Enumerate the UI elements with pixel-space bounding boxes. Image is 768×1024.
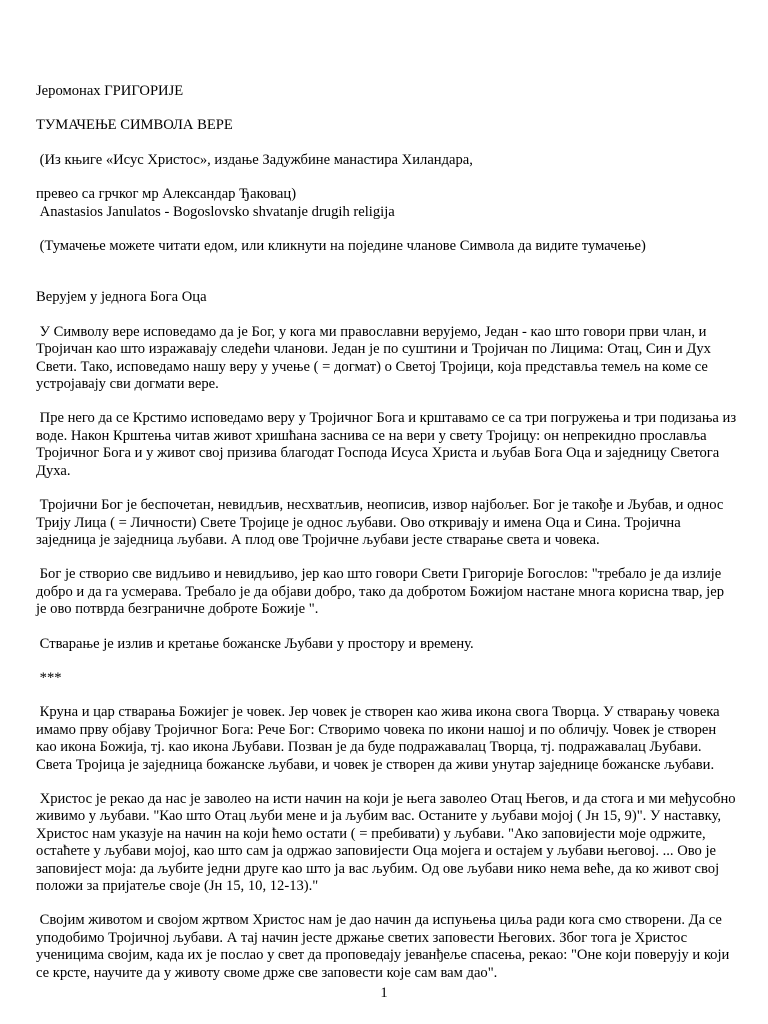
paragraph: Христос је рекао да нас је заволео на исти начин на који је њега заволео Отац Његов, и да стога и ми међусобно живимо у љубави. "Као што Отац љуби мене и ја љубим вас. Останите у љубави мојој ( Јн 15, 9)". У наставку, Христос нам указује на начин на који ћемо остати ( = пребивати) у љубави. "Ако заповијести моје одржите, остаћете у љубави мојој, као што сам ја одржао заповијести Оца мојега и остајем у љубави његовој. ... Ово је заповијест моја: да љубите једни друге као што ја вас љубим. Од ове љубави нико нема веће, да ко живот свој положи за пријатеље своје (Јн 15, 10, 12-13)." bbox=[36, 790, 740, 894]
author-line: Јеромонах ГРИГОРИЈЕ bbox=[36, 83, 184, 99]
document-title: ТУМАЧЕЊЕ СИМВОЛА ВЕРЕ bbox=[36, 117, 233, 134]
paragraph: Бог је створио све видљиво и невидљиво, јер као што говори Свети Григорије Богослов: "требало је да излије добро и да га усмерава. Требало је да објави добро, тако да добротом Божијом настане многа корисна твар, јер је ово потврда безграничне доброте Божије ". bbox=[36, 566, 728, 618]
source-line-2: превео са грчког мр Александар Ђаковац) bbox=[36, 186, 297, 203]
paragraph: Тројични Бог је беспочетан, невидљив, несхватљив, неописив, извор најбољег. Бог је такође и Љубав, и однос Тријy Лица ( = Личности) Свете Тројице је однос љубави. Ово откривају и имена Оца и Сина. Тројична заједница је заједница љубави. А плод ове Тројичне љубави јесте стварање света и човека. bbox=[36, 497, 728, 548]
instructions-line: (Тумачење можете читати едом, или кликнути на појединe чланове Символа да видите тумачење) bbox=[36, 238, 646, 255]
paragraph: У Символу вере исповедамо да је Бог, у кога ми православни верујемо, Један - као што говори први члан, и Тројичан као што изражавају следећи чланови. Један је по суштини и Тројичан по Лицима: Отац, Син и Дух Свети. Тако, исповедамо нашу веру у учење ( = догмат) о Светој Тројици, која представља темељ на коме се устројавају сви догмати вере. bbox=[36, 323, 715, 393]
page-number: 1 bbox=[380, 985, 388, 1001]
source-line-1: (Из књиге «Исус Христос», издање Задужбине манастира Хиландара, bbox=[36, 151, 473, 168]
source-line-3[interactable]: Anastasios Janulatos - Bogoslovsko shvatanje drugih religija bbox=[36, 203, 395, 220]
paragraph: Својим животом и својом жртвом Христос нам је дао начин да испуњења циља ради кога смо створени. Да се уподобимо Тројичној љубави. А тај начин јесте држање светих заповести Његових. Због тога је Христос ученицима својим, када их је послао у свет да проповедају јеванђеље спасења, рекао: "Оне који поверују и који се крсте, научите да у животу своме држе све заповести које сам вам дао". bbox=[36, 912, 733, 981]
paragraph: Стварање је излив и кретање божанске Љубави у простору и времену. bbox=[36, 635, 474, 652]
section-separator: *** bbox=[36, 669, 62, 686]
paragraph: Пре него да се Крстимо исповедамо веру у Тројичног Бога и крштавамо се са три погружења и три подизања из воде. Након Крштења читав живот хришћана заснива се на вери у свету Тројицу: он непрекидно прославља Тројичног Бога и у живот свој призива благодат Господа Исуса Христа и љубав Бога Оца и заједницу Светога Духа. bbox=[36, 410, 740, 479]
section-heading[interactable]: Верујем у једнога Бога Оца bbox=[36, 289, 207, 306]
paragraph: Круна и цар стварања Божијег је човек. Јер човек је створен као жива икона свога Творца. У стварању човека имамо прву објаву Тројичног Бога: Рече Бог: Створимо човека по икони нашој и по обличју. Човек је створен као икона Божија, тј. као икона Љубави. Позван је да буде подражавалац Творца, тј. подражавалац Љубави. Света Тројица је заједница божанске љубави, и човек је створен да живи унутар заједнице божанске љубави. bbox=[36, 704, 724, 773]
